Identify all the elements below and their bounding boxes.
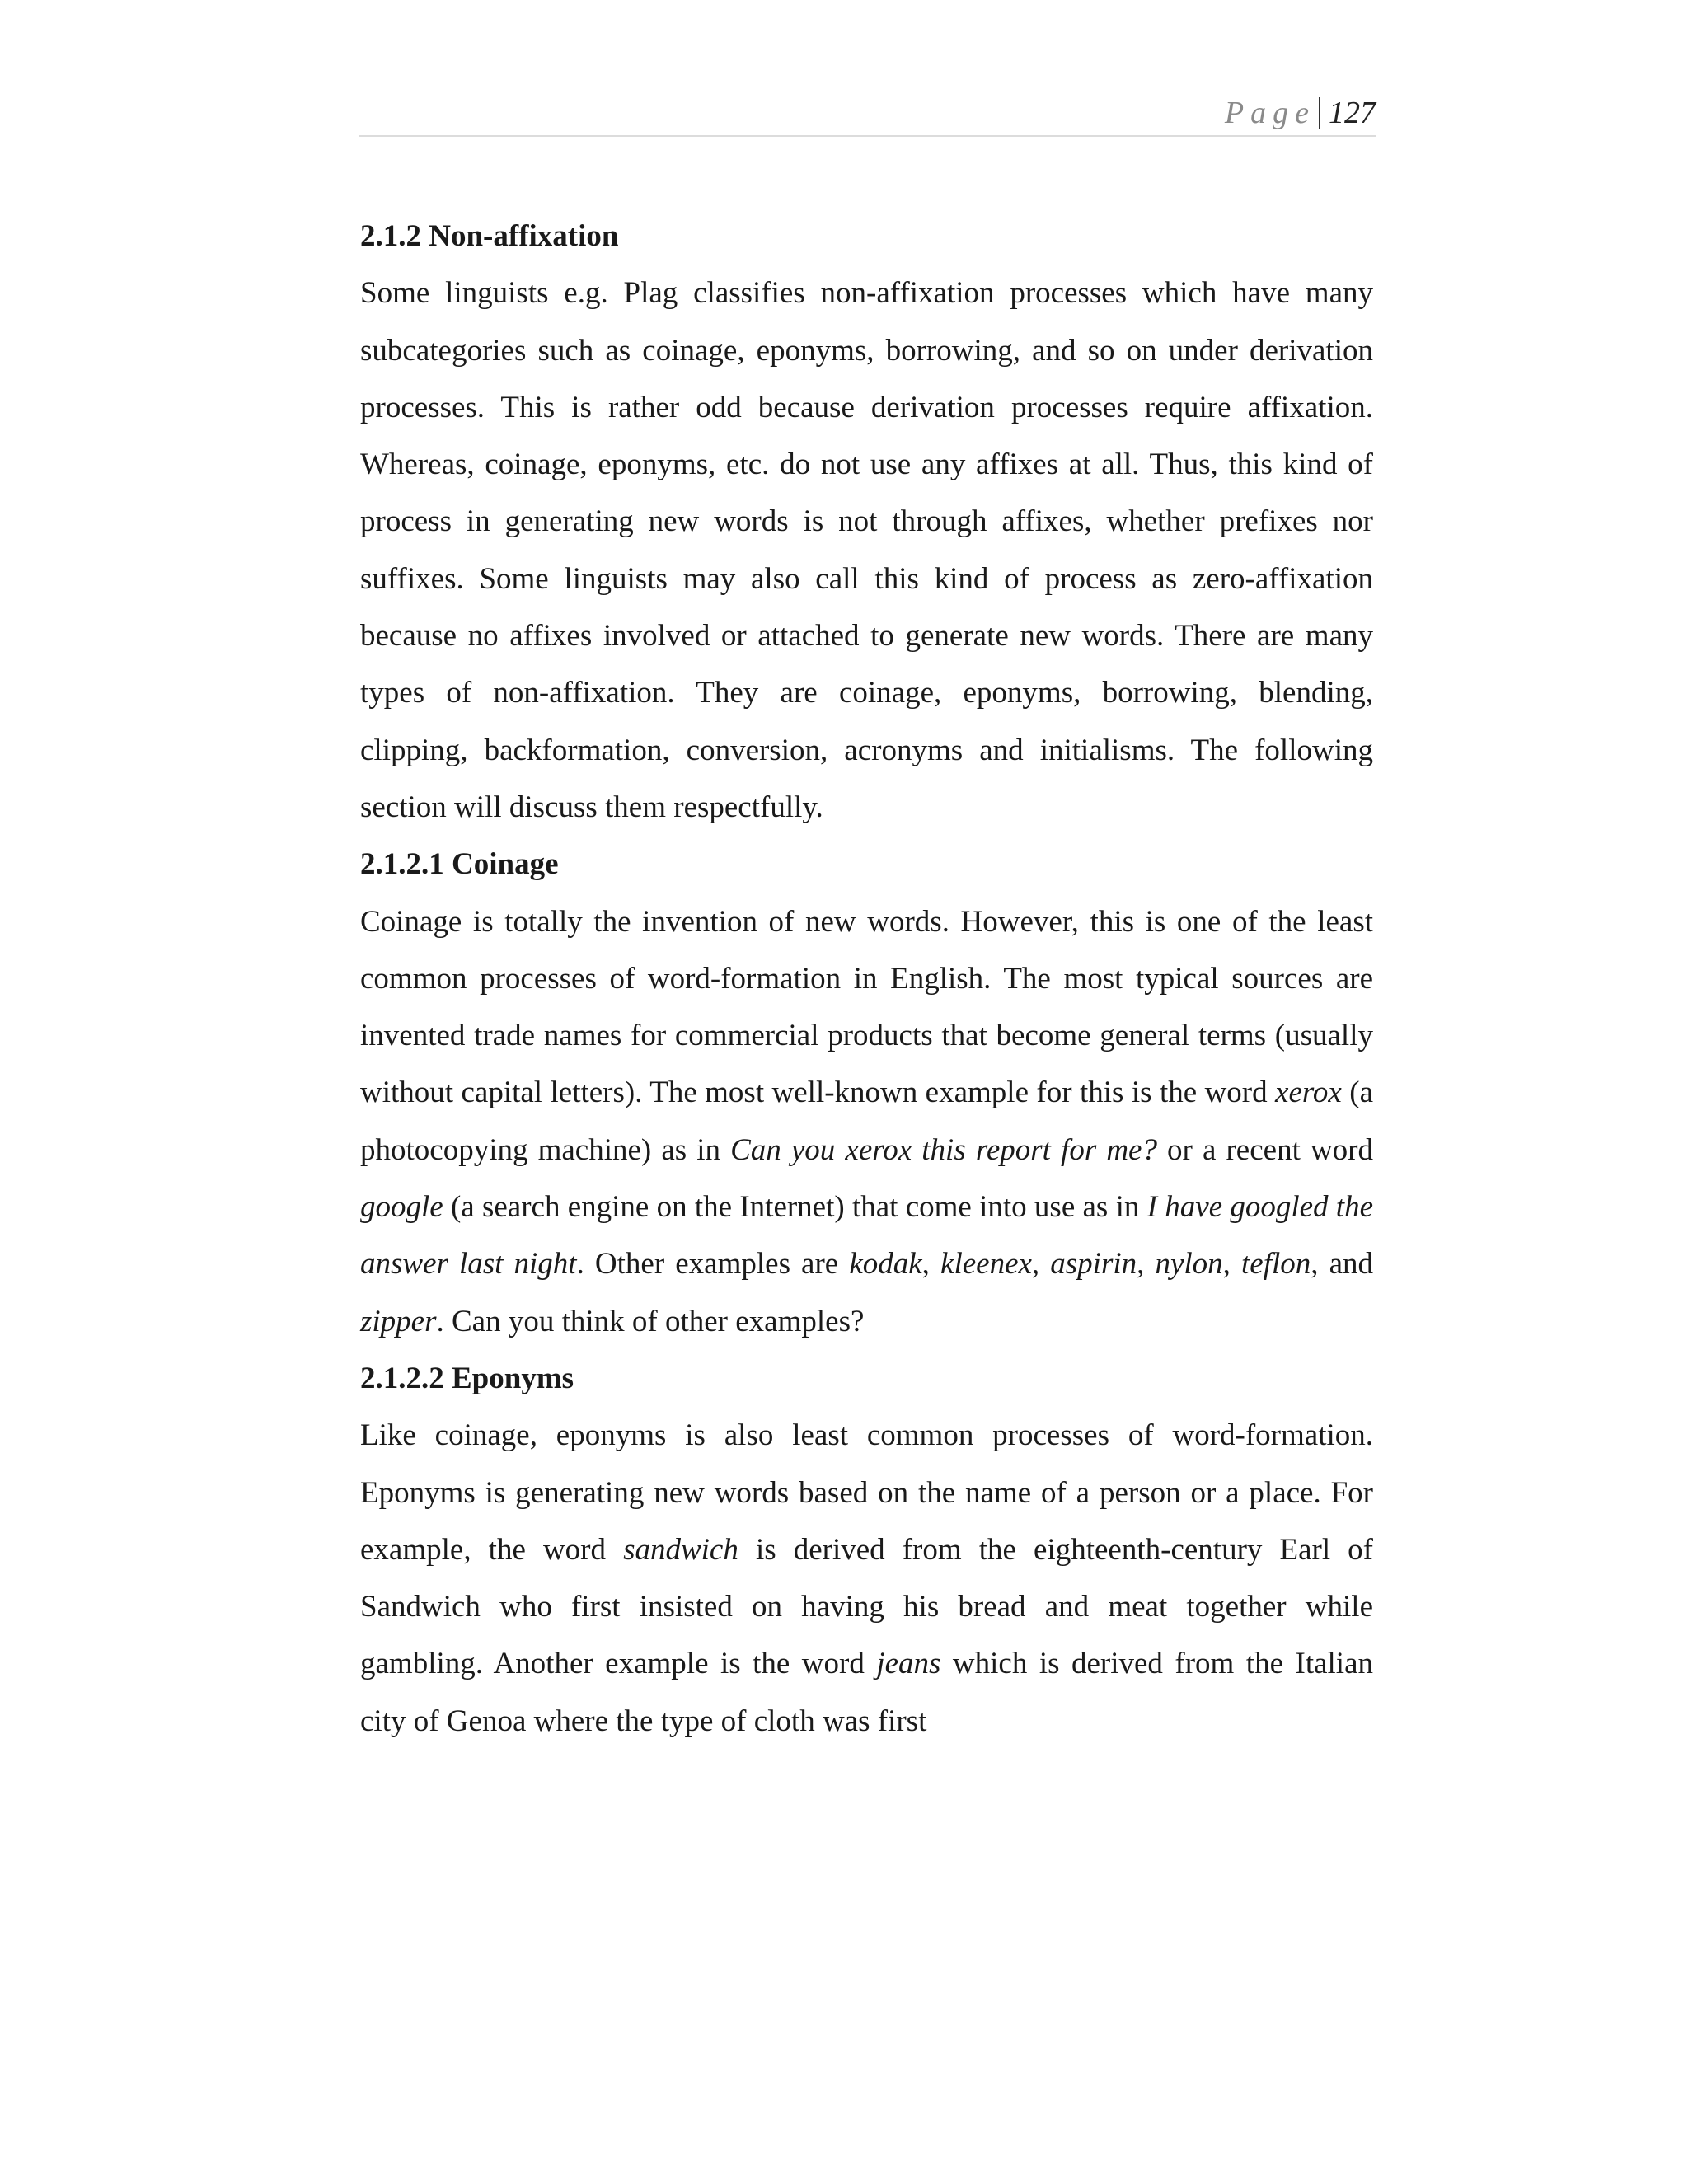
text-run: (a search engine on the Internet) that come into use as in [443, 1190, 1147, 1225]
text-run: Like coinage, eponyms is also least common processes of word-formation. Eponyms is generating new words based on the name of a person or a place. For example, the word [360, 1418, 1373, 1567]
italic-term: jeans [876, 1647, 941, 1681]
text-run: Some linguists e.g. Plag classifies non-affixation processes which have many subcategories such as coinage, eponyms, borrowing, and so on under derivation processes. This is rather odd because derivation processes require affixation. Whereas, coinage, eponyms, etc. do not use any affixes at all. Thus, this kind of process in generating new words is not through affixes, whether prefixes nor suffixes. Some linguists may also call this kind of process as zero-affixation because no affixes involved or attached to generate new words. There are many types of non-affixation. They are coinage, eponyms, borrowing, blending, clipping, backformation, conversion, acronyms and initialisms. The following section will discuss them respectfully. [360, 276, 1373, 824]
page-label: Page [1224, 96, 1315, 130]
page-header [359, 89, 1376, 137]
section-heading-eponyms: 2.1.2.2 Eponyms [360, 1361, 574, 1395]
header-separator [1319, 97, 1320, 129]
italic-term: aspirin [1050, 1247, 1137, 1282]
text-run: , [1137, 1247, 1156, 1282]
section-heading-non-affixation: 2.1.2 Non-affixation [360, 219, 619, 253]
text-run: , [1031, 1247, 1051, 1282]
italic-term: sandwich [623, 1532, 738, 1567]
italic-term: nylon [1155, 1247, 1223, 1282]
italic-term: I have googled the answer last night [360, 1190, 1373, 1282]
text-run: , [921, 1247, 941, 1282]
section-paragraph-non-affixation [360, 265, 1373, 836]
text-run: . Can you think of other examples? [436, 1304, 865, 1338]
italic-term: kleenex [940, 1247, 1032, 1282]
text-run: . Other examples are [576, 1247, 850, 1282]
text-run: , [1222, 1247, 1242, 1282]
italic-term: google [360, 1190, 443, 1225]
text-run: which is derived from the Italian city of Genoa where the type of cloth was first [360, 1647, 1373, 1738]
page-number: 127 [1329, 96, 1376, 130]
section-heading-coinage: 2.1.2.1 Coinage [360, 847, 559, 882]
document-body [360, 208, 1373, 1750]
italic-term: kodak [849, 1247, 922, 1282]
text-run: or a recent word [1156, 1132, 1373, 1167]
section-paragraph-coinage [360, 893, 1373, 1350]
text-run: is derived from the eighteenth-century Earl of Sandwich who first insisted on having his bread and meat together while gambling. Another example is the word [360, 1532, 1373, 1681]
text-run: , and [1311, 1247, 1374, 1282]
italic-term: teflon [1241, 1247, 1311, 1282]
text-run: (a photocopying machine) as in [360, 1076, 1373, 1167]
italic-term: Can you xerox this report for me? [730, 1132, 1157, 1167]
italic-term: zipper [360, 1304, 437, 1338]
italic-term: xerox [1275, 1076, 1342, 1110]
section-paragraph-eponyms [360, 1407, 1373, 1750]
text-run: Coinage is totally the invention of new words. However, this is one of the least common processes of word-formation in English. The most typical sources are invented trade names for commercial products that become general terms (usually without capital letters). The most well-known example for this is the word [360, 904, 1373, 1110]
